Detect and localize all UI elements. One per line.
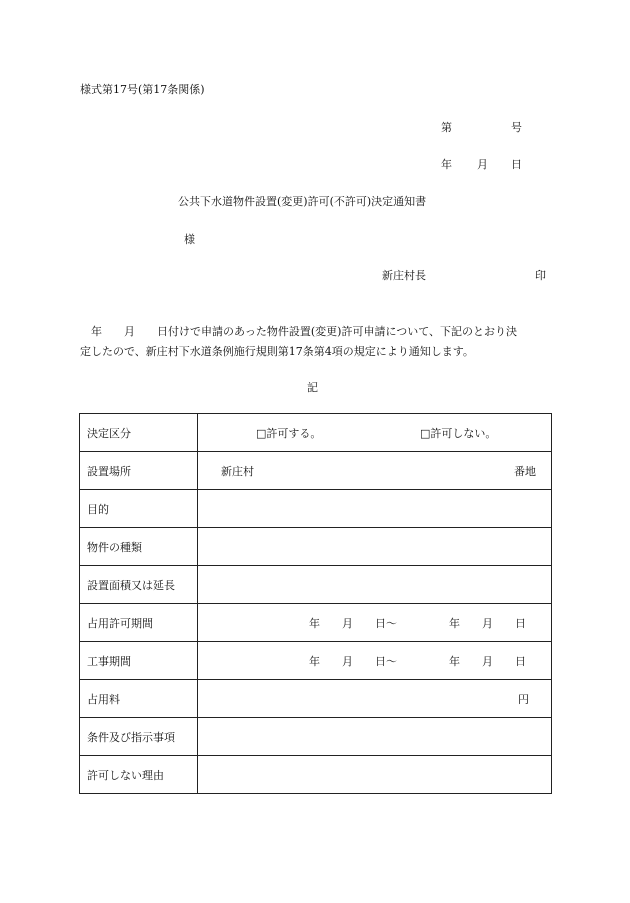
- table-row: [80, 566, 552, 604]
- decision-cell: [198, 414, 552, 452]
- date-year: 年: [441, 158, 452, 171]
- table-row: [80, 528, 552, 566]
- purpose-cell: [198, 490, 552, 528]
- type-cell: [198, 528, 552, 566]
- fee-label: 占用料: [80, 680, 198, 718]
- form-number: 様式第17号(第17条関係): [80, 83, 205, 96]
- addressee-suffix: 様: [184, 233, 195, 246]
- fee-cell: [198, 680, 552, 718]
- area-cell: [198, 566, 552, 604]
- table-row: [80, 490, 552, 528]
- fee-unit: 円: [518, 692, 529, 706]
- reason-label: 許可しない理由: [80, 756, 198, 794]
- date-day: 日: [511, 158, 522, 171]
- location-cell: [198, 452, 552, 490]
- location-banchi: 番地: [514, 464, 536, 478]
- occupancy-period-cell: [198, 604, 552, 642]
- table-row: [80, 680, 552, 718]
- date-month: 月: [477, 158, 488, 171]
- table-row: [80, 718, 552, 756]
- details-table: [79, 413, 552, 794]
- deny-checkbox-option[interactable]: □許可しない。: [420, 426, 497, 440]
- type-label: 物件の種類: [80, 528, 198, 566]
- conditions-cell: [198, 718, 552, 756]
- body-line-2: 定したので、新庄村下水道条例施行規則第17条第4項の規定により通知します。: [80, 345, 474, 358]
- occupancy-period-to: 年 月 日: [449, 616, 526, 630]
- location-village: 新庄村: [221, 464, 254, 478]
- table-row: [80, 642, 552, 680]
- purpose-label: 目的: [80, 490, 198, 528]
- decision-label: 決定区分: [80, 414, 198, 452]
- occupancy-period-label: 占用許可期間: [80, 604, 198, 642]
- table-row: [80, 604, 552, 642]
- body-line-1: 年 月 日付けで申請のあった物件設置(変更)許可申請について、下記のとおり決: [91, 325, 518, 338]
- table-row: [80, 756, 552, 794]
- construction-period-to: 年 月 日: [449, 654, 526, 668]
- location-label: 設置場所: [80, 452, 198, 490]
- construction-period-from: 年 月 日～: [309, 654, 397, 668]
- area-label: 設置面積又は延長: [80, 566, 198, 604]
- occupancy-period-from: 年 月 日～: [309, 616, 397, 630]
- seal-mark: 印: [535, 269, 546, 282]
- approve-checkbox-option[interactable]: □許可する。: [256, 426, 322, 440]
- document-title: 公共下水道物件設置(変更)許可(不許可)決定通知書: [178, 195, 427, 208]
- table-row: [80, 414, 552, 452]
- issuer: 新庄村長: [382, 269, 426, 282]
- conditions-label: 条件及び指示事項: [80, 718, 198, 756]
- ki-heading: 記: [307, 381, 318, 394]
- doc-number-go: 号: [511, 121, 522, 134]
- construction-period-cell: [198, 642, 552, 680]
- reason-cell: [198, 756, 552, 794]
- table-row: [80, 452, 552, 490]
- construction-period-label: 工事期間: [80, 642, 198, 680]
- doc-number-dai: 第: [441, 121, 452, 134]
